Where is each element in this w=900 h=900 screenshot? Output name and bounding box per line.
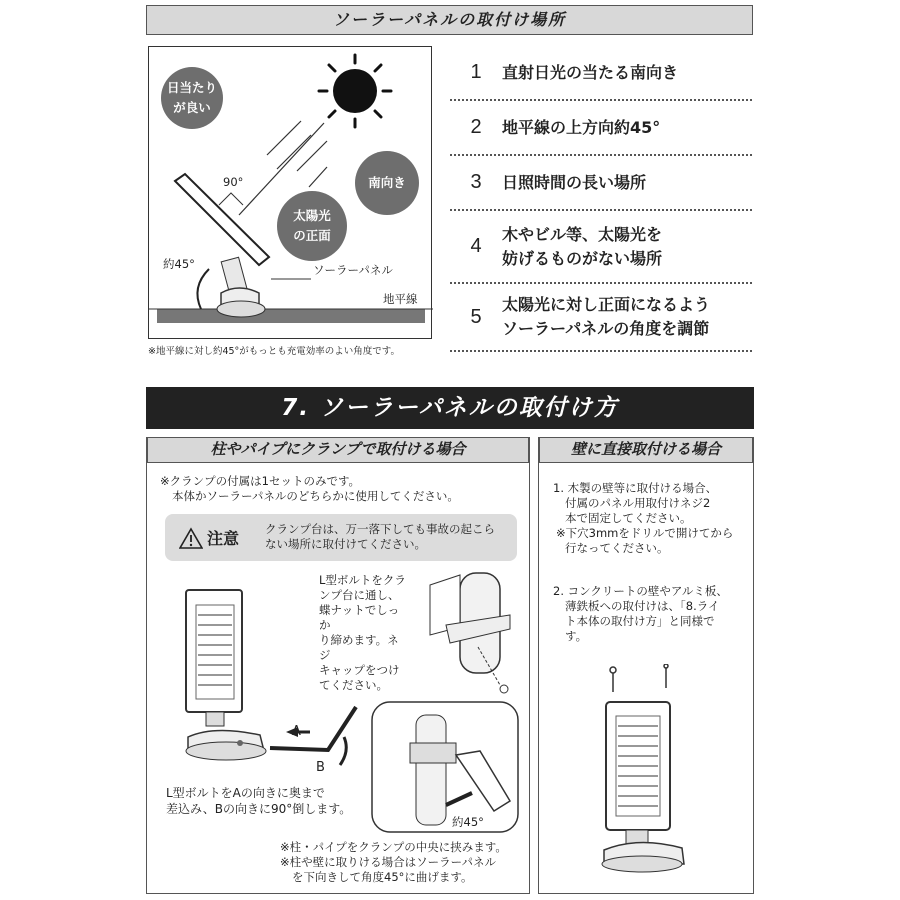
warning-icon [179, 527, 203, 549]
placement-footnote: ※地平線に対し約45°がもっとも充電効率のよい角度です。 [148, 346, 401, 357]
section-title: 7. ソーラーパネルの取付け方 [146, 387, 754, 429]
placement-title: ソーラーパネルの取付け場所 [146, 5, 753, 35]
caution-box [165, 514, 517, 561]
clamp-note: ※クランプの付属は1セットのみです。 本体かソーラーパネルのどちらかに使用してください。 [160, 474, 459, 503]
arrow-b-icon [340, 737, 346, 765]
angle-arc [197, 269, 209, 309]
arrow-b-label: B [316, 760, 325, 775]
caution-label: 注意 [207, 529, 240, 548]
bolt-instructions: L型ボルトをクラ ンプ台に通し、 蝶ナットでしっか り締めます。ネジ キャップをつけ てください。 [319, 573, 406, 692]
caution-label-group [179, 526, 239, 549]
list-item: 4 木やビル等、太陽光を 妨げるものがない場所 [450, 211, 752, 284]
clamp-pipe-shape [430, 573, 510, 693]
panel-label: ソーラーパネル [313, 263, 393, 277]
list-item: 2 地平線の上方向約45° [450, 101, 752, 156]
list-item: 1 直射日光の当たる南向き [450, 46, 752, 101]
clamp-bottom-notes: ※柱・パイプをクランプの中央に挟みます。 ※柱や壁に取りける場合はソーラーパネル を下向きして角度45°に曲げます。 [280, 840, 507, 884]
wall-mount-header: 壁に直接取付ける場合 [539, 437, 753, 463]
clamp-mount-header: 柱やパイプにクランプで取付ける場合 [147, 437, 529, 463]
front-bubble: 太陽光 の正面 [277, 191, 347, 261]
l-bolt-shape [270, 707, 356, 750]
insert-instructions: L型ボルトをAの向きに奥まで 差込み、Bの向きに90°倒します。 [166, 786, 352, 816]
sun-icon [319, 55, 391, 127]
screw-icon [610, 664, 668, 692]
caution-text: クランプ台は、万一落下しても事故の起こら ない場所に取付けてください。 [265, 522, 495, 551]
wall-item-1: 1. 木製の壁等に取付ける場合、 付属のパネル用取付けネジ2 本で固定してください。 ※下穴3mmをドリルで開けてから 行なってください。 [553, 481, 734, 555]
list-item: 3 日照時間の長い場所 [450, 156, 752, 211]
solar-light-shape [186, 590, 266, 760]
angle-90-label: 90° [223, 175, 244, 189]
wall-mount-illustration [590, 664, 700, 874]
horizon-label: 地平線 [383, 292, 418, 306]
solar-panel-shape [175, 174, 269, 317]
angle-45-label: 約45° [163, 257, 195, 271]
arrow-a-label: A [292, 724, 301, 739]
ground-shape [157, 309, 425, 323]
placement-diagram [148, 46, 432, 339]
sunny-bubble: 日当たり が良い [161, 67, 223, 129]
wall-item-2: 2. コンクリートの壁やアルミ板、 薄鉄板への取付けは、「8.ライ ト本体の取付け方」と同様で す。 [553, 584, 728, 643]
south-bubble: 南向き [355, 151, 419, 215]
placement-steps [450, 46, 752, 352]
list-item: 5 太陽光に対し正面になるよう ソーラーパネルの角度を調節 [450, 284, 752, 352]
inset-angle-label: 約45° [452, 815, 484, 829]
